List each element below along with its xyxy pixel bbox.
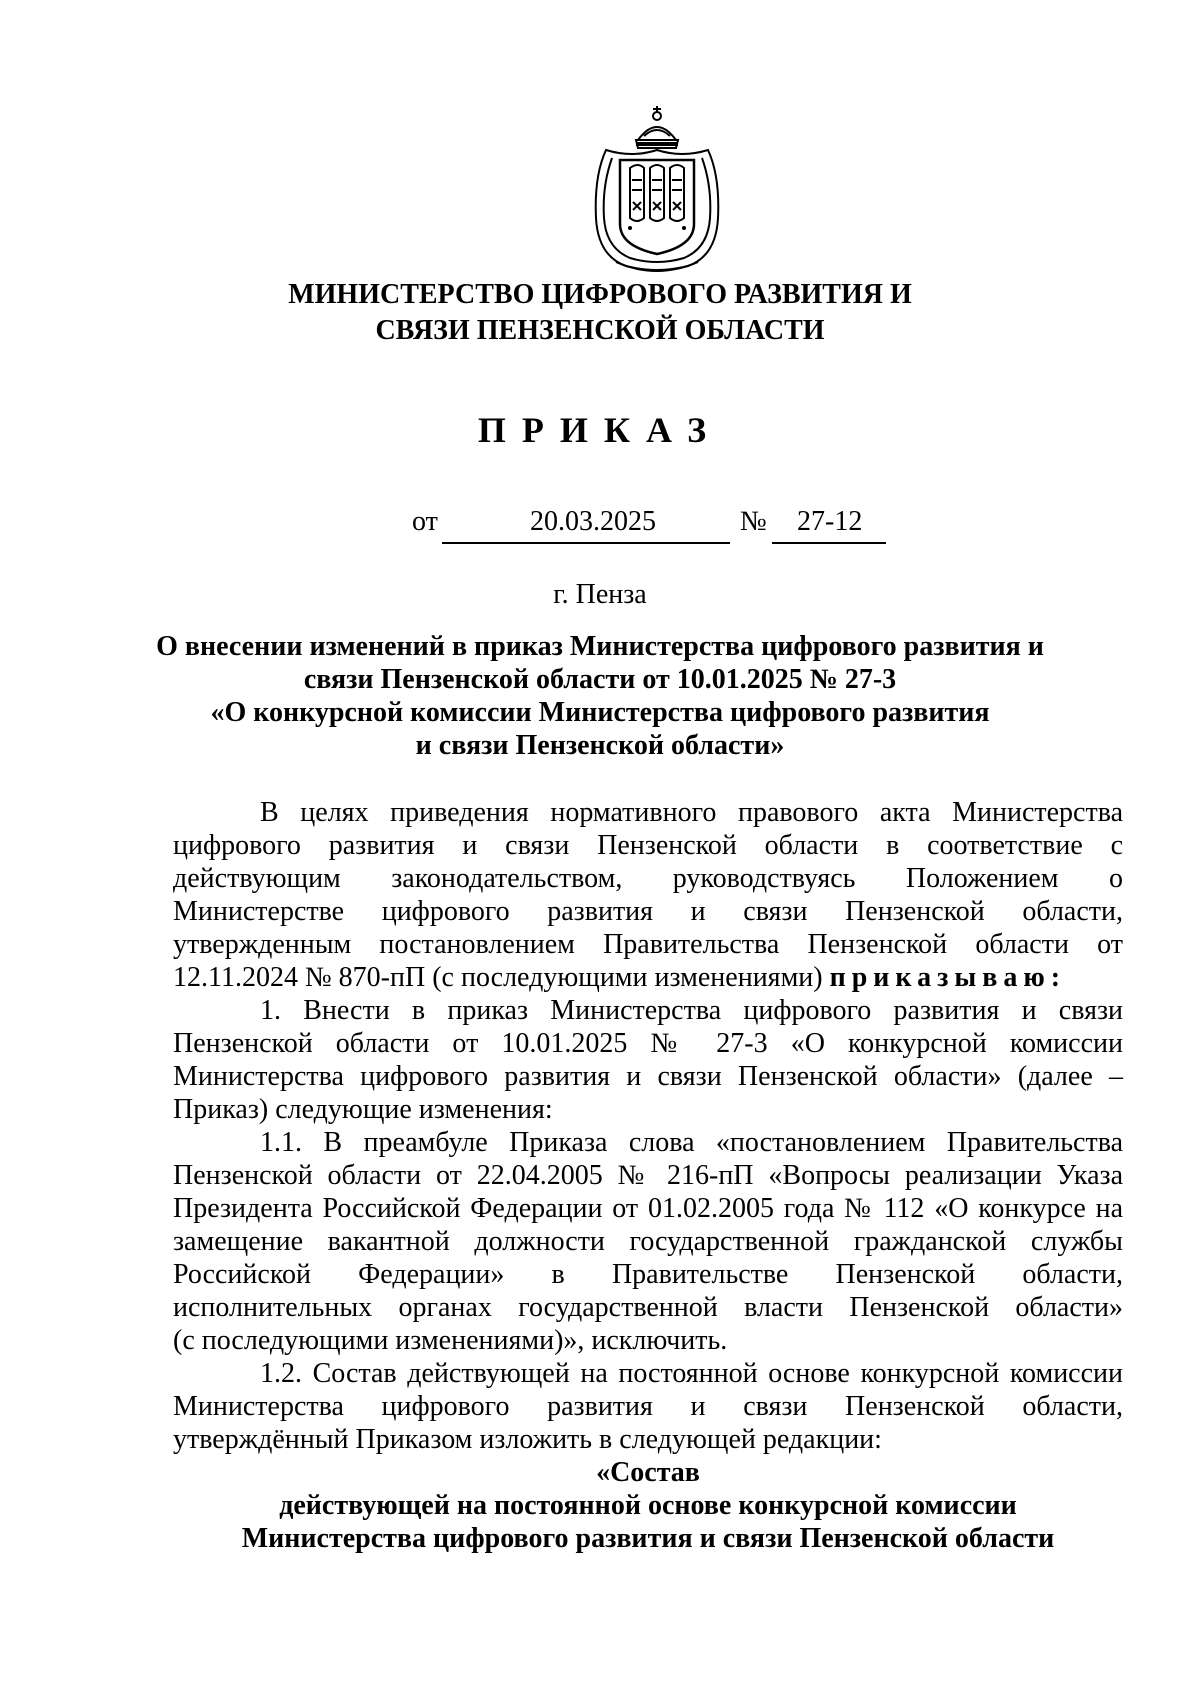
title-line: О внесении изменений в приказ Министерства цифрового развития и bbox=[156, 631, 1044, 662]
body-line: цифрового развития и связи Пензенской области в соответствие с bbox=[173, 830, 1123, 861]
document-type-heading: ПРИКАЗ bbox=[477, 410, 723, 450]
body-line: Президента Российской Федерации от 01.02.2005 года № 112 «О конкурсе на bbox=[173, 1193, 1123, 1224]
ministry-name-line1: МИНИСТЕРСТВО ЦИФРОВОГО РАЗВИТИЯ И bbox=[288, 279, 912, 310]
composition-heading-line2: действующей на постоянной основе конкурсной комиссии bbox=[279, 1490, 1017, 1521]
body-line: Российской Федерации» в Правительстве Пензенской области, bbox=[173, 1259, 1123, 1290]
order-verb: приказываю: bbox=[829, 962, 1067, 993]
body-line: замещение вакантной должности государственной гражданской службы bbox=[173, 1226, 1123, 1257]
number-underline bbox=[772, 542, 886, 544]
title-line: связи Пензенской области от 10.01.2025 № 27-3 bbox=[303, 664, 897, 695]
body-text: 12.11.2024 № 870-пП (с последующими изменениями) bbox=[173, 962, 823, 993]
document-number: 27-12 bbox=[797, 506, 863, 537]
body-line bbox=[173, 961, 1123, 994]
document-date: 20.03.2025 bbox=[530, 506, 656, 537]
date-underline bbox=[442, 542, 730, 544]
body-line: Министерстве цифрового развития и связи Пензенской области, bbox=[173, 896, 1123, 927]
body-line: (с последующими изменениями)», исключить. bbox=[173, 1325, 728, 1356]
body-line: В целях приведения нормативного правового акта Министерства bbox=[260, 797, 1123, 828]
body-line: Министерства цифрового развития и связи Пензенской области, bbox=[173, 1391, 1123, 1422]
body-line: утвержденным постановлением Правительства Пензенской области от bbox=[173, 929, 1123, 960]
body-line: 1.2. Состав действующей на постоянной основе конкурсной комиссии bbox=[260, 1358, 1123, 1389]
date-prefix: от bbox=[412, 506, 438, 537]
body-line: 1. Внести в приказ Министерства цифрового развития и связи bbox=[260, 995, 1123, 1026]
document-title bbox=[0, 630, 1200, 762]
body-line: Приказ) следующие изменения: bbox=[173, 1094, 553, 1125]
document-city: г. Пенза bbox=[553, 579, 647, 610]
number-prefix: № bbox=[740, 506, 767, 537]
body-line: исполнительных органах государственной власти Пензенской области» bbox=[173, 1292, 1123, 1323]
title-line: «О конкурсной комиссии Министерства цифрового развития bbox=[210, 697, 990, 728]
title-line: и связи Пензенской области» bbox=[415, 730, 785, 761]
body-line: Пензенской области от 22.04.2005 № 216-пП «Вопросы реализации Указа bbox=[173, 1160, 1123, 1191]
composition-heading-line3: Министерства цифрового развития и связи Пензенской области bbox=[241, 1523, 1055, 1554]
body-line: 1.1. В преамбуле Приказа слова «постановлением Правительства bbox=[260, 1127, 1123, 1158]
body-line: Пензенской области от 10.01.2025 № 27-3 «О конкурсной комиссии bbox=[173, 1028, 1123, 1059]
coat-of-arms-icon bbox=[586, 106, 728, 274]
body-line: Министерства цифрового развития и связи Пензенской области» (далее – bbox=[173, 1061, 1123, 1092]
body-line: утверждённый Приказом изложить в следующей редакции: bbox=[173, 1424, 882, 1455]
body-line: действующим законодательством, руководствуясь Положением о bbox=[173, 863, 1123, 894]
composition-heading-line1: «Состав bbox=[596, 1457, 700, 1488]
ministry-name-line2: СВЯЗИ ПЕНЗЕНСКОЙ ОБЛАСТИ bbox=[375, 315, 825, 346]
ministry-name bbox=[0, 277, 1200, 349]
document-body bbox=[173, 796, 1123, 1555]
